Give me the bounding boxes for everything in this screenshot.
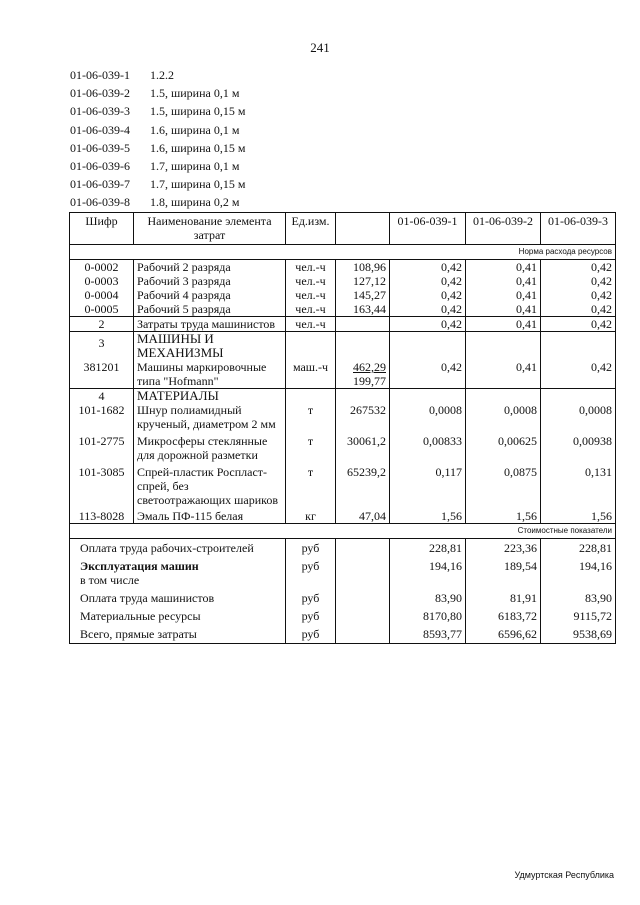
variant-code: 01-06-039-3	[70, 104, 130, 119]
cost-band-row	[70, 524, 616, 539]
norm-band-row	[70, 245, 616, 260]
row-value-2: 1,56	[466, 507, 541, 524]
row-value-1: 0,0008	[390, 403, 466, 431]
cost-value-2: 223,36	[466, 539, 541, 556]
cost-unit: руб	[286, 605, 336, 623]
resource-norm-table	[69, 212, 616, 644]
row-name: Эмаль ПФ-115 белая	[134, 507, 286, 524]
row-name: Спрей-пластик Роспласт-спрей, без светоотражающих шариков	[134, 462, 286, 507]
table-row	[70, 288, 616, 302]
row-value-3: 0,00938	[541, 431, 616, 462]
row-value-3: 0,42	[541, 360, 616, 389]
table-row	[70, 403, 616, 431]
row-value-1: 0,42	[390, 260, 466, 275]
row-price: 65239,2	[336, 462, 390, 507]
row-price	[336, 317, 390, 332]
row-price	[336, 360, 390, 389]
cost-value-1: 228,81	[390, 539, 466, 556]
row-value-1: 0,42	[390, 317, 466, 332]
cost-value-3: 9538,69	[541, 623, 616, 644]
variant-row	[70, 193, 245, 211]
variant-desc: 1.5, ширина 0,1 м	[150, 86, 240, 101]
row-price: 30061,2	[336, 431, 390, 462]
cost-value-1: 8593,77	[390, 623, 466, 644]
variant-row	[70, 139, 245, 157]
row-code: 113-8028	[70, 507, 134, 524]
variant-desc: 1.7, ширина 0,1 м	[150, 159, 240, 174]
table-row	[70, 274, 616, 288]
variant-row	[70, 175, 245, 193]
variant-code: 01-06-039-7	[70, 177, 130, 192]
row-unit: т	[286, 403, 336, 431]
variant-desc: 1.8, ширина 0,2 м	[150, 195, 240, 210]
price-top: 462,29	[353, 360, 386, 374]
row-code: 0-0005	[70, 302, 134, 317]
row-unit: чел.-ч	[286, 302, 336, 317]
norm-band-label: Норма расхода ресурсов	[70, 245, 616, 260]
cost-name: Материальные ресурсы	[70, 605, 286, 623]
row-name: Рабочий 4 разряда	[134, 288, 286, 302]
page-number: 241	[310, 40, 330, 55]
section-title: МАТЕРИАЛЫ	[134, 389, 286, 404]
variant-code-list	[70, 66, 245, 212]
cost-value-2: 81,91	[466, 587, 541, 605]
cost-name: Всего, прямые затраты	[70, 623, 286, 644]
header-code: Шифр	[70, 213, 134, 245]
table-row	[70, 360, 616, 389]
row-value-2: 0,41	[466, 302, 541, 317]
row-name: Машины маркировочные типа "Hofmann"	[134, 360, 286, 389]
cost-value-3: 9115,72	[541, 605, 616, 623]
row-price: 267532	[336, 403, 390, 431]
cost-unit: руб	[286, 623, 336, 644]
row-code: 0-0004	[70, 288, 134, 302]
variant-code: 01-06-039-4	[70, 122, 130, 137]
cost-value-3: 83,90	[541, 587, 616, 605]
row-value-1: 0,117	[390, 462, 466, 507]
row-value-1: 0,42	[390, 288, 466, 302]
variant-desc: 1.2.2	[150, 68, 174, 82]
variant-row	[70, 102, 245, 120]
row-value-1: 0,42	[390, 302, 466, 317]
row-value-2: 0,41	[466, 317, 541, 332]
row-value-3: 0,0008	[541, 403, 616, 431]
row-value-2: 0,00625	[466, 431, 541, 462]
row-value-3: 0,42	[541, 288, 616, 302]
variant-desc: 1.6, ширина 0,1 м	[150, 122, 240, 137]
header-name: Наименование элемента затрат	[134, 213, 286, 245]
row-value-1: 1,56	[390, 507, 466, 524]
table-row	[70, 462, 616, 507]
row-price: 108,96	[336, 260, 390, 275]
cost-value-1: 83,90	[390, 587, 466, 605]
section-code: 4	[70, 389, 134, 404]
row-price: 47,04	[336, 507, 390, 524]
variant-code: 01-06-039-1	[70, 68, 130, 82]
header-price	[336, 213, 390, 245]
row-name: Шнур полиамидный крученый, диаметром 2 мм	[134, 403, 286, 431]
row-code: 0-0002	[70, 260, 134, 275]
table-row	[70, 302, 616, 317]
row-name: Рабочий 2 разряда	[134, 260, 286, 275]
row-code: 101-1682	[70, 403, 134, 431]
cost-value-1: 8170,80	[390, 605, 466, 623]
table-row-machinists	[70, 317, 616, 332]
row-value-2: 0,41	[466, 288, 541, 302]
row-code: 101-2775	[70, 431, 134, 462]
footer-region: Удмуртская Республика	[514, 870, 614, 880]
row-value-3: 0,42	[541, 317, 616, 332]
cost-name: Оплата труда машинистов	[70, 587, 286, 605]
cost-unit: руб	[286, 539, 336, 556]
cost-name-cell	[70, 555, 286, 587]
row-name: Рабочий 5 разряда	[134, 302, 286, 317]
cost-unit: руб	[286, 555, 336, 587]
cost-value-2: 6596,62	[466, 623, 541, 644]
section-title: МАШИНЫ И МЕХАНИЗМЫ	[134, 332, 286, 361]
row-code: 0-0003	[70, 274, 134, 288]
cost-value-2: 189,54	[466, 555, 541, 587]
table-header-row	[70, 213, 616, 245]
row-value-1: 0,42	[390, 274, 466, 288]
cost-unit: руб	[286, 587, 336, 605]
row-name: Затраты труда машинистов	[134, 317, 286, 332]
row-unit: чел.-ч	[286, 260, 336, 275]
variant-row	[70, 157, 245, 175]
row-name: Микросферы стеклянные для дорожной разметки	[134, 431, 286, 462]
row-value-2: 0,41	[466, 274, 541, 288]
section-code: 3	[70, 332, 134, 361]
row-code: 2	[70, 317, 134, 332]
cost-name: Оплата труда рабочих-строителей	[70, 539, 286, 556]
price-bottom: 199,77	[353, 374, 386, 388]
row-unit: чел.-ч	[286, 288, 336, 302]
cost-row	[70, 605, 616, 623]
table-row	[70, 260, 616, 275]
header-unit: Ед.изм.	[286, 213, 336, 245]
variant-desc: 1.7, ширина 0,15 м	[150, 177, 246, 192]
row-code: 381201	[70, 360, 134, 389]
cost-value-2: 6183,72	[466, 605, 541, 623]
row-value-3: 0,42	[541, 274, 616, 288]
row-value-2: 0,0875	[466, 462, 541, 507]
row-value-3: 0,131	[541, 462, 616, 507]
variant-code: 01-06-039-6	[70, 159, 130, 174]
row-unit: кг	[286, 507, 336, 524]
header-col3: 01-06-039-3	[541, 213, 616, 245]
row-value-3: 1,56	[541, 507, 616, 524]
row-value-2: 0,41	[466, 360, 541, 389]
row-unit: т	[286, 431, 336, 462]
cost-row	[70, 539, 616, 556]
row-unit: маш.-ч	[286, 360, 336, 389]
row-price: 163,44	[336, 302, 390, 317]
cost-name: Эксплуатация машин	[80, 559, 199, 573]
variant-code: 01-06-039-8	[70, 195, 130, 210]
header-col1: 01-06-039-1	[390, 213, 466, 245]
variant-row	[70, 66, 245, 84]
cost-value-3: 228,81	[541, 539, 616, 556]
row-value-3: 0,42	[541, 302, 616, 317]
row-code: 101-3085	[70, 462, 134, 507]
variant-code: 01-06-039-5	[70, 140, 130, 155]
cost-row	[70, 555, 616, 587]
cost-row-total	[70, 623, 616, 644]
row-value-1: 0,42	[390, 360, 466, 389]
table-row	[70, 431, 616, 462]
row-price: 145,27	[336, 288, 390, 302]
row-name: Рабочий 3 разряда	[134, 274, 286, 288]
row-value-1: 0,00833	[390, 431, 466, 462]
section-row-materials	[70, 389, 616, 404]
row-value-3: 0,42	[541, 260, 616, 275]
row-value-2: 0,0008	[466, 403, 541, 431]
row-unit: т	[286, 462, 336, 507]
variant-row	[70, 84, 245, 102]
variant-desc: 1.6, ширина 0,15 м	[150, 140, 246, 155]
section-row-machines	[70, 332, 616, 361]
cost-subnote: в том числе	[80, 573, 140, 587]
cost-band-label: Стоимостные показатели	[70, 524, 616, 539]
variant-code: 01-06-039-2	[70, 86, 130, 101]
header-col2: 01-06-039-2	[466, 213, 541, 245]
cost-value-1: 194,16	[390, 555, 466, 587]
cost-value-3: 194,16	[541, 555, 616, 587]
variant-row	[70, 121, 245, 139]
table-row	[70, 507, 616, 524]
row-unit: чел.-ч	[286, 317, 336, 332]
row-unit: чел.-ч	[286, 274, 336, 288]
row-price: 127,12	[336, 274, 390, 288]
row-value-2: 0,41	[466, 260, 541, 275]
variant-desc: 1.5, ширина 0,15 м	[150, 104, 246, 119]
cost-row	[70, 587, 616, 605]
